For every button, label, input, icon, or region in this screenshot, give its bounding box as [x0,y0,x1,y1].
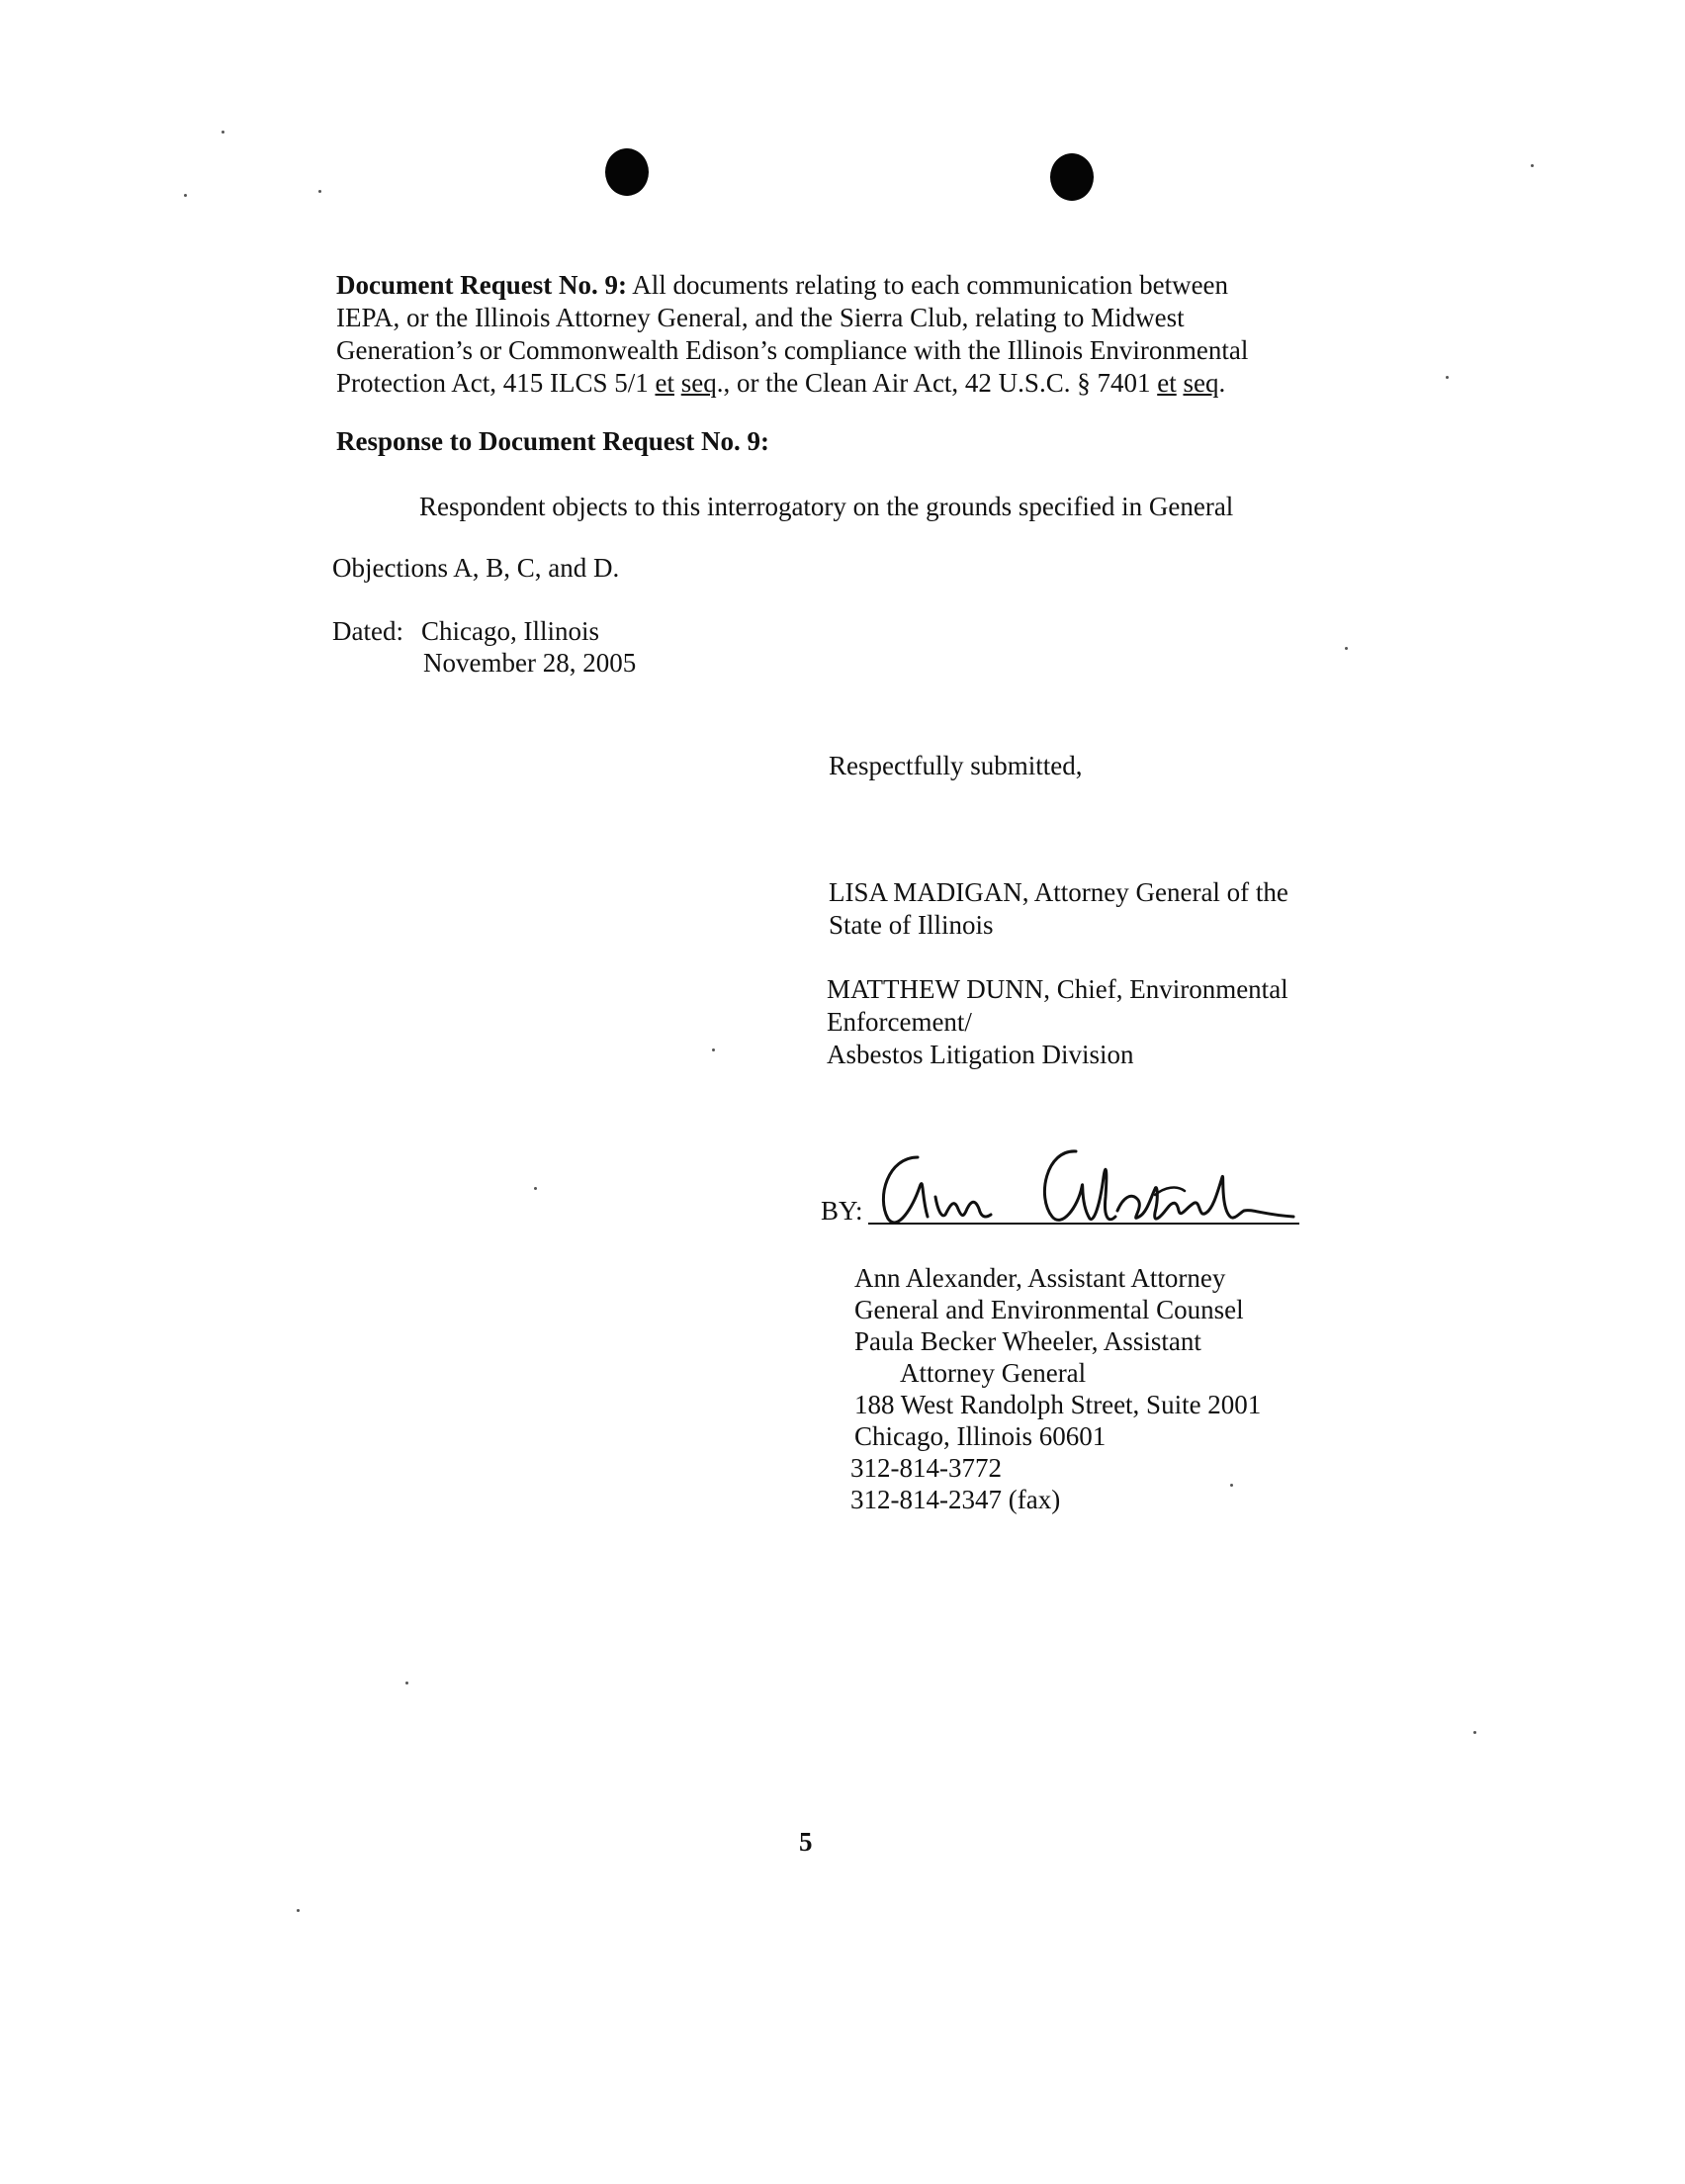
response-heading: Response to Document Request No. 9: [336,426,769,456]
attorney-general-block [829,876,1288,942]
contact-line-5: 188 West Randolph Street, Suite 2001 [854,1390,1262,1419]
dated-place: Chicago, Illinois [421,616,599,646]
request-line-1-text: All documents relating to each communication between [632,270,1229,300]
closing-text: Respectfully submitted, [829,751,1083,780]
dated-label: Dated: [332,616,403,646]
scan-speck [1446,376,1449,379]
contact-block [850,1262,1262,1515]
by-label: BY: [821,1196,863,1226]
et-seq-2-et: et [1157,368,1177,398]
chief-line-3: Asbestos Litigation Division [827,1040,1134,1069]
contact-line-8: 312-814-2347 (fax) [850,1485,1061,1514]
scan-speck [534,1187,537,1190]
request-heading: Document Request No. 9: [336,270,627,300]
et-seq-1-et: et [655,368,674,398]
scan-speck [1230,1484,1233,1487]
punch-hole-right [1050,153,1094,201]
ag-line-1: LISA MADIGAN, Attorney General of the [829,877,1288,907]
et-seq-1-seq: seq [680,368,717,398]
response-line-2: Objections A, B, C, and D. [332,553,620,583]
chief-line-2: Enforcement/ [827,1007,972,1037]
et-seq-2-seq: seq [1183,368,1219,398]
scan-speck [222,131,224,134]
contact-line-4: Attorney General [900,1358,1087,1388]
scan-speck [405,1682,408,1684]
scan-speck [184,194,187,197]
contact-line-6: Chicago, Illinois 60601 [854,1421,1107,1451]
scan-speck [1345,647,1348,650]
contact-line-1: Ann Alexander, Assistant Attorney [854,1263,1226,1293]
punch-hole-left [605,148,649,196]
contact-line-2: General and Environmental Counsel [854,1295,1244,1324]
request-line-3: Generation’s or Commonwealth Edison’s compliance with the Illinois Environmental [336,335,1249,365]
scan-speck [318,190,321,193]
response-line-1: Respondent objects to this interrogatory on the grounds specified in General [419,492,1234,521]
scan-speck [712,1048,715,1051]
document-request-paragraph [336,269,1248,400]
request-line-1 [336,269,1248,302]
ag-line-2: State of Illinois [829,910,994,940]
scan-speck [297,1909,300,1912]
scan-speck [1531,164,1534,167]
handwritten-signature [858,1138,1313,1236]
request-line-4: Protection Act, 415 ILCS 5/1 et seq., or the Clean Air Act, 42 U.S.C. § 7401 et seq. [336,368,1226,398]
request-line-2: IEPA, or the Illinois Attorney General, and the Sierra Club, relating to Midwest [336,303,1185,332]
page-number: 5 [799,1827,813,1857]
chief-line-1: MATTHEW DUNN, Chief, Environmental [827,974,1288,1004]
chief-block [827,973,1288,1071]
contact-line-7: 312-814-3772 [850,1453,1002,1483]
scan-speck [1473,1731,1476,1734]
contact-line-3: Paula Becker Wheeler, Assistant [854,1326,1201,1356]
dated-date: November 28, 2005 [423,648,637,678]
